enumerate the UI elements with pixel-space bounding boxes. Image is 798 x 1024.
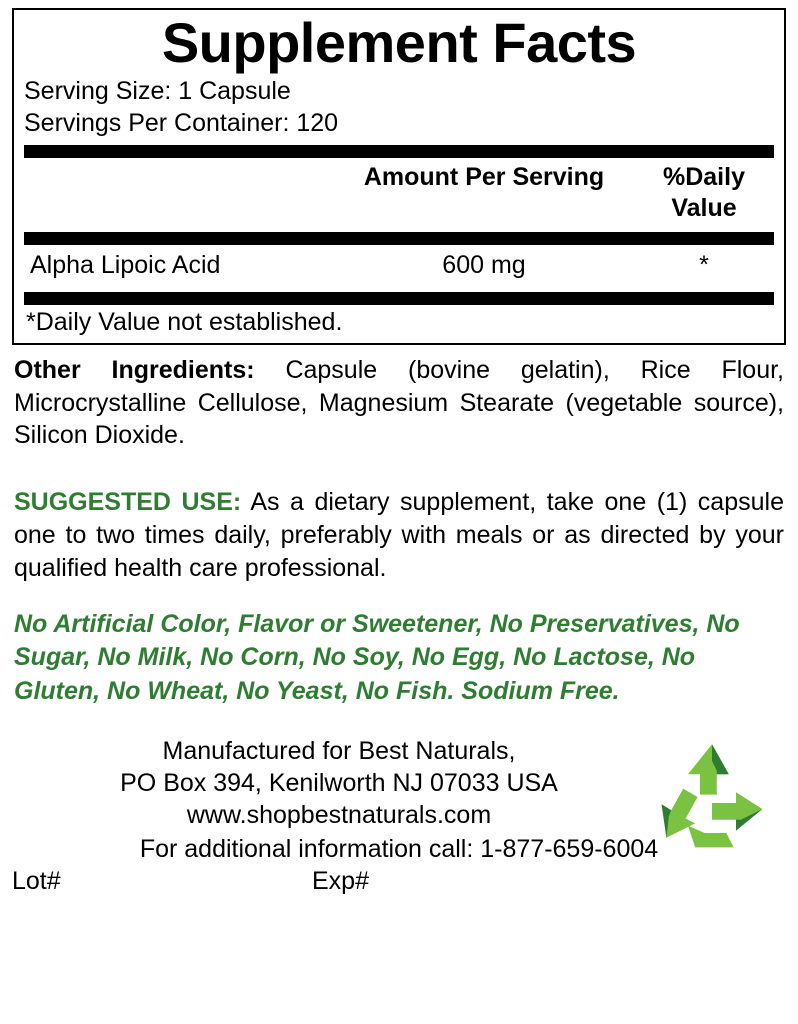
- nutrient-daily-value: *: [699, 251, 709, 280]
- column-header-amount: Amount Per Serving: [363, 162, 605, 191]
- servings-per-container: Servings Per Container: 120: [24, 108, 339, 137]
- manufacturer-line-2: PO Box 394, Kenilworth NJ 07033 USA: [120, 768, 558, 797]
- divider-thick-bottom: [24, 292, 774, 305]
- lot-number-label: Lot#: [12, 866, 61, 895]
- table-header-row: [24, 158, 774, 227]
- manufacturer-line-1: Manufactured for Best Naturals,: [162, 736, 516, 765]
- expiry-label: Exp#: [312, 866, 369, 895]
- free-from-claims: No Artificial Color, Flavor or Sweetener, No Preservatives, No Sugar, No Milk, No Corn, No Soy, No Egg, No Lactose, No Gluten, No Wheat, No Yeast, No Fish. Sodium Free.: [14, 609, 740, 706]
- other-ingredients-text: Capsule (bovine gelatin), Rice Flour, Microcrystalline Cellulose, Magnesium Stearate (vegetable source), Silicon Dioxide.: [14, 356, 784, 450]
- serving-size: Serving Size: 1 Capsule: [24, 76, 291, 105]
- suggested-use-text: As a dietary supplement, take one (1) capsule one to two times daily, preferably with meals or as directed by your qualified health care professional.: [14, 487, 784, 583]
- nutrient-amount: 600 mg: [442, 251, 526, 280]
- lot-exp-row: [12, 867, 786, 896]
- other-ingredients: [14, 354, 784, 452]
- manufacturer-website: www.shopbestnaturals.com: [186, 800, 492, 829]
- supplement-facts-panel: [12, 8, 786, 345]
- divider-thick-top: [24, 145, 774, 158]
- table-row: [24, 245, 774, 286]
- other-ingredients-label: Other Ingredients:: [14, 356, 255, 385]
- suggested-use-label: SUGGESTED USE:: [14, 487, 242, 516]
- manufacturer-block: [12, 735, 786, 896]
- column-header-daily-value: %Daily Value: [663, 162, 745, 223]
- divider-thick-mid: [24, 232, 774, 245]
- daily-value-footnote: *Daily Value not established.: [26, 308, 343, 337]
- nutrient-name: Alpha Lipoic Acid: [30, 251, 221, 280]
- recycle-icon: [648, 737, 776, 857]
- manufacturer-phone: For additional information call: 1-877-659-6004: [139, 834, 659, 863]
- page-title: Supplement Facts: [161, 11, 637, 74]
- suggested-use: [14, 486, 784, 586]
